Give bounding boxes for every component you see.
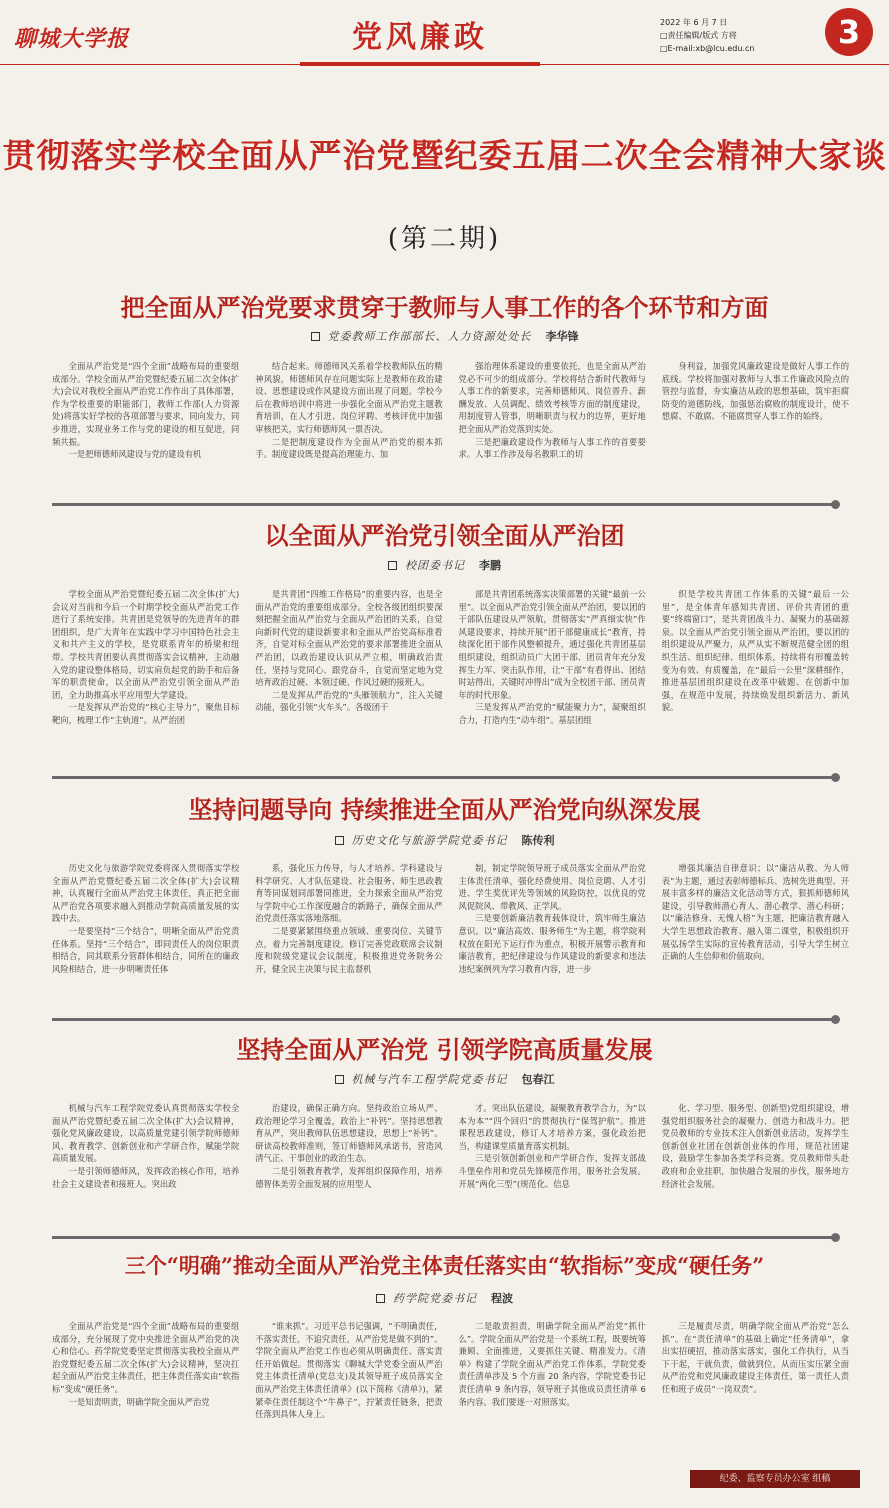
article-body [52,588,849,770]
author-role: 校团委书记 [405,559,465,572]
paragraph: 三是履责尽责，明确学院全面从严治党“怎么抓”。在“责任清单”的基础上确定“任务清单”，拿出实招硬招，推动落实落实，强化工作执行，从当下干起，干就负责，做就到位。从而压实压紧全面从严治党和党风廉政建设主体责任，第一责任人责任和班子成员“一岗双责”。 [661,1321,849,1394]
author-role: 药学院党委书记 [393,1292,477,1305]
article-title: 三个“明确”推动全面从严治党主体责任落实由“软指标”变成“硬任务” [124,1253,765,1278]
article-divider [52,1018,832,1021]
paragraph: 三是发挥从严治党的“赋能聚力力”，凝聚组织合力，打造内生“动车组”。基层团组 [458,702,646,725]
text-column [52,1102,239,1230]
square-bullet-icon [311,332,320,341]
paragraph: 三是把廉政建设作为教师与人事工作的首要要求。人事工作涉及每名教职工的切 [458,436,646,460]
text-column [459,1102,646,1230]
paragraph: 身利益，加强党风廉政建设是做好人事工作的底线。学校将加强对教师与人事工作廉政风险点的管控与监督，夯实廉洁从政的思想基础，筑牢拒腐防变的道德防线，加强惩治腐败的制度设计，使不想腐、不敢腐、不能腐贯穿人事工作的始终。 [661,361,849,422]
article-body [52,862,849,1012]
section-title: 党风廉政 [352,20,488,55]
paragraph: 二是发挥从严治党的“头雁领航力”，注入关键动能，强化引领“火车头”。各级团干 [255,689,443,713]
author-name: 包春江 [521,1073,555,1086]
text-column [459,862,646,1012]
paragraph: 三是引领创新创业和产学研合作，发挥支部战斗堡垒作用和党员先锋模范作用，服务社会发展。开展“两化三型”(规范化、信息 [458,1153,646,1189]
article-title: 坚持全面从严治党 引领学院高质量发展 [236,1035,653,1064]
page-number-badge: 3 [825,8,873,56]
article-byline [0,832,889,848]
article-body [52,1102,849,1230]
masthead [0,0,889,100]
paragraph: “谁来抓”。习近平总书记强调，“不明确责任，不落实责任，不追究责任，从严治党是做不到的”。学院全面从严治党工作也必须从明确责任、落实责任开始做起。贯彻落实《聊城大学党委全面从严治党主体责任清单(党总支)及其领导班子成员落实全面从严治党主体责任清单》(以下简称《清单》)，紧紧牵住责任制这个“牛鼻子”，拧紧责任链条，把责任落到具体人身上。 [255,1321,443,1420]
text-column [255,1320,442,1462]
paragraph: 全面从严治党是“四个全面”战略布局的重要组成部分，充分展现了党中央推进全面从严治党的决心和信心。药学院党委坚定贯彻落实我校全面从严治党暨纪委五届二次全体(扩大)会议精神，坚决扛起全面从严治党主体责任，把主体责任落实由“软指标”变成“硬任务”。 [52,1321,240,1394]
text-column [255,360,442,490]
paragraph: 一是要坚持“三个结合”，明晰全面从严治党责任体系。坚持“三个结合”，即同责任人的岗位职责相结合，同其联系分管群体相结合，同所在的廉政风险相结合，进一步明晰责任体 [52,925,240,974]
paragraph: 历史文化与旅游学院党委将深入贯彻落实学校全面从严治党暨纪委五届二次全体(扩大)会议精神，认真履行全面从严治党主体责任，真正把全面从严治党各项要求融入到推动学院高质量发展的实践中去。 [52,863,240,924]
square-bullet-icon [335,1075,344,1084]
text-column [52,360,239,490]
article-byline [0,557,889,573]
text-column [662,1320,849,1462]
author-role: 历史文化与旅游学院党委书记 [351,834,508,847]
editor-line: □责任编辑/版式 方将 [660,31,737,40]
author-name: 李鹏 [479,559,501,572]
text-column [255,1102,442,1230]
masthead-divider [0,64,889,65]
paragraph: 二是引领教育教学，发挥组织保障作用，培养德智体美劳全面发展的应用型人 [255,1165,443,1189]
article-divider [52,503,832,506]
paragraph: 一是发挥从严治党的“核心主导力”，聚焦目标靶向，梳理工作“主轨道”。从严治团 [52,702,240,725]
text-column [662,360,849,490]
article-title: 坚持问题导向 持续推进全面从严治党向纵深发展 [188,795,701,824]
paragraph: 制，制定学院领导班子成员落实全面从严治党主体责任清单，强化经费使用、岗位竞聘、人才引进、学生奖优评先等领域的风险防控，以优良的党风促院风、带教风、正学风。 [458,863,646,911]
paragraph: 系，强化压力传导，与人才培养、学科建设与科学研究、人才队伍建设、社会服务、师生思政教育等同谋划同部署同推进，全力探索全面从严治党与学院中心工作深度融合的新路子，确保全面从严治党责任落实落地落细。 [255,863,443,924]
paragraph: 结合起来。师德师风关系着学校教师队伍的精神风貌，师德师风存在问题实际上是教师在政治建设、思想建设或作风建设方面出现了问题。学校今后在教师培训中将进一步强化全面从严治党主题教育培训，在人才引进、岗位评聘、考核评优中加强审核把关，实行师德师风一票否决。 [255,361,443,434]
paragraph: 是共青团“四维工作格局”的重要内容，也是全面从严治党的重要组成部分。全校各级团组织要深刻把握全面从严治党与全面从严治团的关系，自觉向新时代党的建设新要求和全面从严治党高标准看齐，自觉对标全面从严治党的要求部署推进全面从严治团，以政治建设认识从严立根，明确政治责任，坚持与党同心、跟党奋斗，自觉而坚定地为党培育政治过硬、本领过硬、作风过硬的接班人。 [255,589,443,688]
author-name: 陈传利 [521,834,555,847]
text-column [662,862,849,1012]
text-column [459,588,646,770]
paragraph: 全面从严治党是“四个全面”战略布局的重要组成部分。学校全面从严治党暨纪委五届二次全体(扩大)会议对我校全面从严治党工作作出了具体部署，作为学校重要的职能部门，教师工作部(人力资源处)将落实好学校的各项部署与要求，同向发力，同步推进，实现业务工作与党的建设的相互促进，同频共振。 [52,361,240,447]
author-role: 党委教师工作部部长、人力资源处处长 [327,330,532,343]
newspaper-logo: 聊城大学报 [14,26,130,52]
paragraph: 一是引领师德师风，发挥政治核心作用，培养社会主义建设者和接班人。突出政 [52,1165,240,1189]
paragraph: 学校全面从严治党暨纪委五届二次全体(扩大)会议对当前和今后一个时期学校全面从严治党工作进行了系统安排。共青团是党领导的先进青年的群团组织，是广大青年在实践中学习中国特色社会主义和共产主义的学校，是党联系青年的桥梁和纽带。学校共青团要认真贯彻落实会议精神，主动融入党的建设整体格局，切实肩负起党的助手和后备军的职责使命，以全面从严治党引领全面从严治团，全力助推高水平应用型大学建设。 [52,589,240,700]
paragraph: 化、学习型、服务型、创新型)党组织建设，增强党组织服务社会的凝聚力、创造力和战斗力。把党员教师的专业技术注入创新创业活动，发挥学生创新创业社团在创新创业体的作用，规范社团建设，鼓励学生参加各类学科竞赛。党员教师带头赴政府和企业挂职，加快融合发展的步伐，服务地方经济社会发展。 [661,1103,849,1189]
email-line: □E-mail:xb@lcu.edu.cn [660,44,755,53]
paragraph: 三是要创新廉洁教育载体设计，筑牢师生廉洁意识。以“廉洁高效、服务师生”为主题，将学院利权放在阳光下运行作为重点，积极开展警示教育和廉洁教育，把纪律建设与作风建设的新要求和违法违纪案例列为学习教育内容，进一步 [458,913,646,974]
article-body [52,1320,849,1462]
paragraph: 增强其廉洁自律意识；以“廉洁从教、为人师表”为主题，通过表彰师德标兵、选树先进典型、开展丰富多样的廉洁文化活动等方式，狠抓师德师风建设，引导教师潜心育人、潜心教学、潜心科研；以“廉洁修身、无愧人格”为主题，把廉洁教育融入大学生思想政治教育、融入第二课堂，积极组织开展弘扬学生实际的宣传教育活动，引导大学生树立正确的人生信仰和价值取向。 [661,863,849,962]
author-name: 李华锋 [545,330,579,343]
article-title: 把全面从严治党要求贯穿于教师与人事工作的各个环节和方面 [120,293,769,322]
paragraph: 才。突出队伍建设，凝聚教育教学合力，为“以本为本”“四个回归”的贯彻执行“保驾护航”。推进课程思政建设，修订人才培养方案，强化政治把当，构建课堂质量育落实机制。 [458,1103,646,1151]
footer-credit: 纪委、监察专员办公室 组稿 [690,1470,860,1488]
article-byline [0,1290,889,1306]
author-name: 程波 [491,1292,513,1305]
paragraph: 一是把师德师风建设与党的建设有机 [68,449,202,460]
author-role: 机械与汽车工程学院党委书记 [351,1073,508,1086]
article-byline [0,1071,889,1087]
text-column [52,862,239,1012]
publication-info [660,16,754,55]
article-byline [0,328,889,344]
issue-number: (第二期) [387,224,502,254]
text-column [662,588,849,770]
text-column [662,1102,849,1230]
article-divider [52,776,832,779]
square-bullet-icon [376,1294,385,1303]
article-divider [52,1236,832,1239]
paragraph: 二是敢责担责，明确学院全面从严治党“抓什么”。学院全面从严治党是一个系统工程，既要统筹兼顾、全面推进，又要抓住关键、精准发力。《清单》构建了学院全面从严治党工作体系，学院党委责任清单涉及 5 个方面 20 条内容，学院党委书记责任清单 9 条内容，领导班子其他成员责任清单 6 条内容。我们要逐一对照落实。 [458,1321,646,1407]
article-body [52,360,849,490]
text-column [255,862,442,1012]
paragraph: 部是共青团系统落实决策部署的关键“最前一公里”。以全面从严治党引领全面从严治团，要以团的干部队伍建设从严领航，贯彻落实“严真细实快”作风建设要求，持续开展“团干部健康成长”教育，持续深化团干部作风整顿提升，通过强化共青团基层组织建设，组织动员广大团干部、团员青年充分发挥生力军、突击队作用，让“干部”有看得出、团结时站得出，关键时冲得出”成为全校团干部、团员青年的时代形象。 [458,589,646,700]
square-bullet-icon [335,836,344,845]
paragraph: 治建设，确保正确方向。坚持政治立场从严、政治理论学习全覆盖，政治上“补钙”。坚持思想教育从严，突出教师队伍思想建设，思想上“补钙”。研读高校教师准则，签订师德师风承诺书，营造风清气正、干事创业的政治生态。 [255,1103,443,1164]
text-column [52,588,239,770]
text-column [255,588,442,770]
page-headline: 贯彻落实学校全面从严治党暨纪委五届二次全会精神大家谈 [2,136,887,175]
paragraph: 强治理体系建设的重要依托，也是全面从严治党必不可少的组成部分。学校将结合新时代教师与人事工作的新要求，完善师德师风、岗位晋升、薪酬发放、人员调配、绩效考核等方面的制度建设，用制度管人管事，明晰职责与权力的边界，更好地把全面从严治党落到实处。 [458,361,646,434]
paragraph: 一是知责明责，明确学院全面从严治党 [68,1396,210,1407]
paragraph: 机械与汽车工程学院党委认真贯彻落实学校全面从严治党暨纪委五届二次全体(扩大)会议精神，强化党风廉政建设，以高质量党建引领学院师德师风、教育教学、创新创业和产学研合作，赋能学院高质量发展。 [52,1103,240,1164]
text-column [52,1320,239,1462]
article-title: 以全面从严治党引领全面从严治团 [264,521,625,550]
text-column [459,360,646,490]
publication-date: 2022 年 6 月 7 日 [660,18,728,27]
paragraph: 二是要紧紧围绕重点领域、重要岗位、关键节点，着力完善制度建设。修订完善党政联席会议制度和院级党建议会议制度，积极推进党务院务公开，健全民主决策与民主监督机 [255,925,443,974]
paragraph: 织是学校共青团工作体系的关键“最后一公里”，是全体青年感知共青团、评价共青团的重要“终端窗口”，是共青团战斗力、凝聚力的基础源泉。以全面从严治党引领全面从严治团，要以团的组织建设从严聚力，从严从实不断规范健全团的组织生活、组织纪律、组织体系，持续将有形覆盖转变为有效、有质覆盖，在“最后一公里”深耕细作，推进基层团组织建设在改革中破题、在创新中加强，在规范中发展，持续焕发组织新活力、新风貌。 [661,589,849,713]
text-column [459,1320,646,1462]
square-bullet-icon [388,561,397,570]
paragraph: 二是把制度建设作为全面从严治党的根本抓手。制度建设既是提高治理能力、加 [255,436,443,460]
